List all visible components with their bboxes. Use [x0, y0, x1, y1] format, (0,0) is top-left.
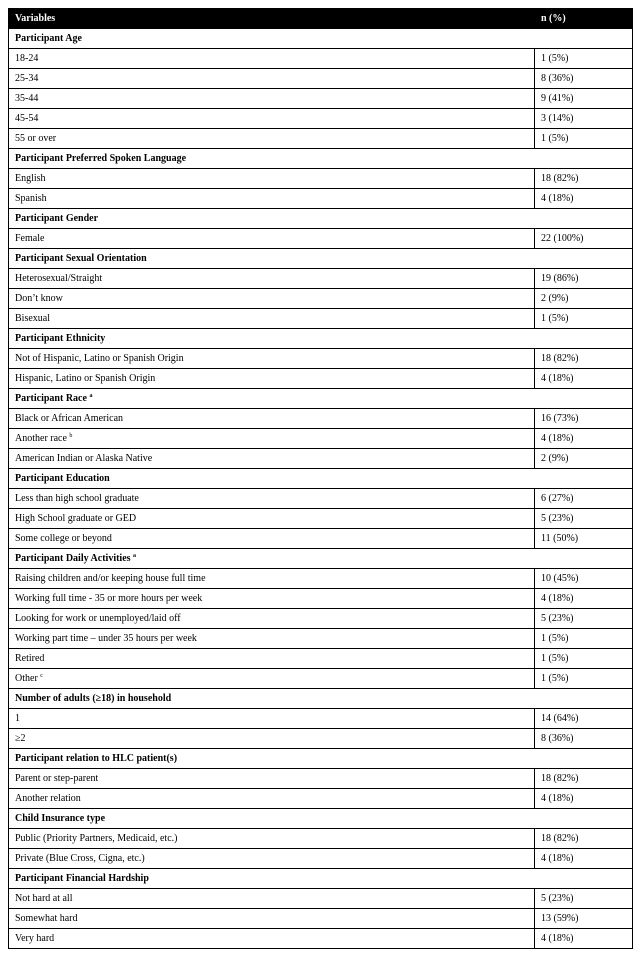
section-title	[9, 209, 633, 229]
section-header-row	[9, 549, 633, 569]
row-value: 18 (82%)	[535, 829, 633, 849]
row-label-cell	[9, 269, 535, 289]
section-title	[9, 329, 633, 349]
section-title-text: Participant relation to HLC patient(s)	[15, 753, 178, 764]
table-row	[9, 609, 633, 629]
section-title-text: Participant Gender	[15, 213, 99, 224]
table-row	[9, 769, 633, 789]
row-value: 8 (36%)	[535, 69, 633, 89]
section-header-row	[9, 149, 633, 169]
row-label-cell	[9, 229, 535, 249]
row-label: American Indian or Alaska Native	[15, 453, 153, 464]
section-title-text: Participant Daily Activities	[15, 553, 131, 564]
row-value: 13 (59%)	[535, 909, 633, 929]
row-value: 10 (45%)	[535, 569, 633, 589]
section-title-text: Participant Race	[15, 393, 87, 404]
row-label-cell	[9, 849, 535, 869]
row-label: 1	[15, 713, 20, 724]
row-value: 1 (5%)	[535, 309, 633, 329]
row-label: Parent or step-parent	[15, 773, 99, 784]
row-value: 5 (23%)	[535, 609, 633, 629]
table-row	[9, 669, 633, 689]
section-header-row	[9, 29, 633, 49]
row-value: 9 (41%)	[535, 89, 633, 109]
row-value: 18 (82%)	[535, 769, 633, 789]
footnote-marker: a	[89, 393, 93, 399]
table-row	[9, 269, 633, 289]
row-label: English	[15, 173, 46, 184]
table-row	[9, 729, 633, 749]
row-value: 19 (86%)	[535, 269, 633, 289]
table-row	[9, 49, 633, 69]
table-row	[9, 169, 633, 189]
row-label: Private (Blue Cross, Cigna, etc.)	[15, 853, 145, 864]
row-value: 4 (18%)	[535, 429, 633, 449]
row-label: Somewhat hard	[15, 913, 78, 924]
row-label-cell	[9, 669, 535, 689]
row-label: Retired	[15, 653, 45, 664]
row-label-cell	[9, 489, 535, 509]
section-title	[9, 249, 633, 269]
row-value: 16 (73%)	[535, 409, 633, 429]
row-value: 5 (23%)	[535, 889, 633, 909]
row-label: 45-54	[15, 113, 39, 124]
section-title-text: Participant Ethnicity	[15, 333, 106, 344]
row-label-cell	[9, 289, 535, 309]
header-n-percent: n (%)	[535, 9, 633, 29]
row-label-cell	[9, 89, 535, 109]
table-row	[9, 409, 633, 429]
row-label: 55 or over	[15, 133, 57, 144]
table-body	[9, 29, 633, 949]
row-value: 6 (27%)	[535, 489, 633, 509]
table-row	[9, 69, 633, 89]
section-header-row	[9, 809, 633, 829]
table-row	[9, 829, 633, 849]
row-value: 4 (18%)	[535, 369, 633, 389]
table-row	[9, 849, 633, 869]
row-label-cell	[9, 569, 535, 589]
row-label: Looking for work or unemployed/laid off	[15, 613, 181, 624]
row-label-cell	[9, 129, 535, 149]
row-label: Working full time - 35 or more hours per week	[15, 593, 203, 604]
table-row	[9, 909, 633, 929]
section-title-text: Number of adults (≥18) in household	[15, 693, 172, 704]
section-header-row	[9, 689, 633, 709]
row-label: Hispanic, Latino or Spanish Origin	[15, 373, 156, 384]
row-label-cell	[9, 449, 535, 469]
row-label: Heterosexual/Straight	[15, 273, 103, 284]
section-header-row	[9, 869, 633, 889]
section-title	[9, 689, 633, 709]
row-label: Another race	[15, 433, 67, 444]
row-value: 1 (5%)	[535, 129, 633, 149]
row-label: 25-34	[15, 73, 39, 84]
row-label-cell	[9, 929, 535, 949]
section-title	[9, 809, 633, 829]
row-value: 8 (36%)	[535, 729, 633, 749]
table-row	[9, 369, 633, 389]
table-row	[9, 289, 633, 309]
row-value: 4 (18%)	[535, 929, 633, 949]
row-label: Not hard at all	[15, 893, 73, 904]
section-header-row	[9, 749, 633, 769]
row-value: 2 (9%)	[535, 449, 633, 469]
row-label: Public (Priority Partners, Medicaid, etc.)	[15, 833, 178, 844]
row-label: Female	[15, 233, 45, 244]
row-label-cell	[9, 909, 535, 929]
row-label: 18-24	[15, 53, 39, 64]
row-value: 4 (18%)	[535, 189, 633, 209]
table-row	[9, 309, 633, 329]
row-label-cell	[9, 529, 535, 549]
section-title	[9, 469, 633, 489]
row-label: Another relation	[15, 793, 81, 804]
table-row	[9, 129, 633, 149]
row-value: 14 (64%)	[535, 709, 633, 729]
row-label: Black or African American	[15, 413, 124, 424]
row-value: 18 (82%)	[535, 169, 633, 189]
footnote-marker: b	[69, 433, 73, 439]
row-value: 4 (18%)	[535, 589, 633, 609]
table-row	[9, 789, 633, 809]
table-row	[9, 649, 633, 669]
table-row	[9, 529, 633, 549]
row-label: Don’t know	[15, 293, 63, 304]
header-variables: Variables	[9, 9, 535, 29]
table-row	[9, 229, 633, 249]
row-value: 22 (100%)	[535, 229, 633, 249]
section-title	[9, 549, 633, 569]
row-label-cell	[9, 509, 535, 529]
section-title	[9, 29, 633, 49]
row-label: Spanish	[15, 193, 47, 204]
footnote-marker: a	[133, 553, 137, 559]
row-label-cell	[9, 709, 535, 729]
table-row	[9, 709, 633, 729]
row-label-cell	[9, 49, 535, 69]
row-label: Very hard	[15, 933, 55, 944]
row-label-cell	[9, 349, 535, 369]
row-label: Less than high school graduate	[15, 493, 139, 504]
row-value: 1 (5%)	[535, 669, 633, 689]
section-title-text: Child Insurance type	[15, 813, 106, 824]
row-label-cell	[9, 189, 535, 209]
row-label-cell	[9, 729, 535, 749]
section-header-row	[9, 469, 633, 489]
section-title-text: Participant Sexual Orientation	[15, 253, 147, 264]
row-label: Working part time – under 35 hours per week	[15, 633, 197, 644]
table-row	[9, 509, 633, 529]
table-row	[9, 89, 633, 109]
row-label-cell	[9, 889, 535, 909]
row-label: ≥2	[15, 733, 26, 744]
row-label-cell	[9, 789, 535, 809]
section-title-text: Participant Age	[15, 33, 82, 44]
footnote-marker: c	[40, 673, 43, 679]
row-value: 18 (82%)	[535, 349, 633, 369]
section-title-text: Participant Preferred Spoken Language	[15, 153, 187, 164]
section-title	[9, 869, 633, 889]
table-row	[9, 349, 633, 369]
row-value: 1 (5%)	[535, 629, 633, 649]
table-row	[9, 569, 633, 589]
row-label-cell	[9, 829, 535, 849]
section-header-row	[9, 389, 633, 409]
row-label-cell	[9, 629, 535, 649]
row-label-cell	[9, 649, 535, 669]
section-header-row	[9, 329, 633, 349]
row-value: 2 (9%)	[535, 289, 633, 309]
row-value: 11 (50%)	[535, 529, 633, 549]
row-label: Raising children and/or keeping house full time	[15, 573, 206, 584]
section-title-text: Participant Education	[15, 473, 110, 484]
row-label-cell	[9, 409, 535, 429]
row-value: 4 (18%)	[535, 789, 633, 809]
row-value: 5 (23%)	[535, 509, 633, 529]
table-row	[9, 589, 633, 609]
table-header-row	[9, 9, 633, 29]
section-title-text: Participant Financial Hardship	[15, 873, 149, 884]
row-label: Bisexual	[15, 313, 50, 324]
table-row	[9, 429, 633, 449]
row-label-cell	[9, 589, 535, 609]
section-header-row	[9, 249, 633, 269]
demographics-table	[8, 8, 633, 949]
table-row	[9, 109, 633, 129]
row-value: 4 (18%)	[535, 849, 633, 869]
section-title	[9, 389, 633, 409]
table-row	[9, 929, 633, 949]
section-header-row	[9, 209, 633, 229]
row-value: 1 (5%)	[535, 49, 633, 69]
row-label: 35-44	[15, 93, 39, 104]
row-label-cell	[9, 429, 535, 449]
table-row	[9, 489, 633, 509]
row-label-cell	[9, 169, 535, 189]
row-value: 1 (5%)	[535, 649, 633, 669]
table-row	[9, 629, 633, 649]
table-row	[9, 189, 633, 209]
table-row	[9, 889, 633, 909]
row-label: Some college or beyond	[15, 533, 112, 544]
row-value: 3 (14%)	[535, 109, 633, 129]
row-label: Not of Hispanic, Latino or Spanish Origin	[15, 353, 184, 364]
row-label-cell	[9, 309, 535, 329]
table-row	[9, 449, 633, 469]
row-label: Other	[15, 673, 38, 684]
row-label-cell	[9, 109, 535, 129]
row-label-cell	[9, 609, 535, 629]
row-label-cell	[9, 69, 535, 89]
row-label: High School graduate or GED	[15, 513, 137, 524]
section-title	[9, 749, 633, 769]
row-label-cell	[9, 769, 535, 789]
row-label-cell	[9, 369, 535, 389]
section-title	[9, 149, 633, 169]
